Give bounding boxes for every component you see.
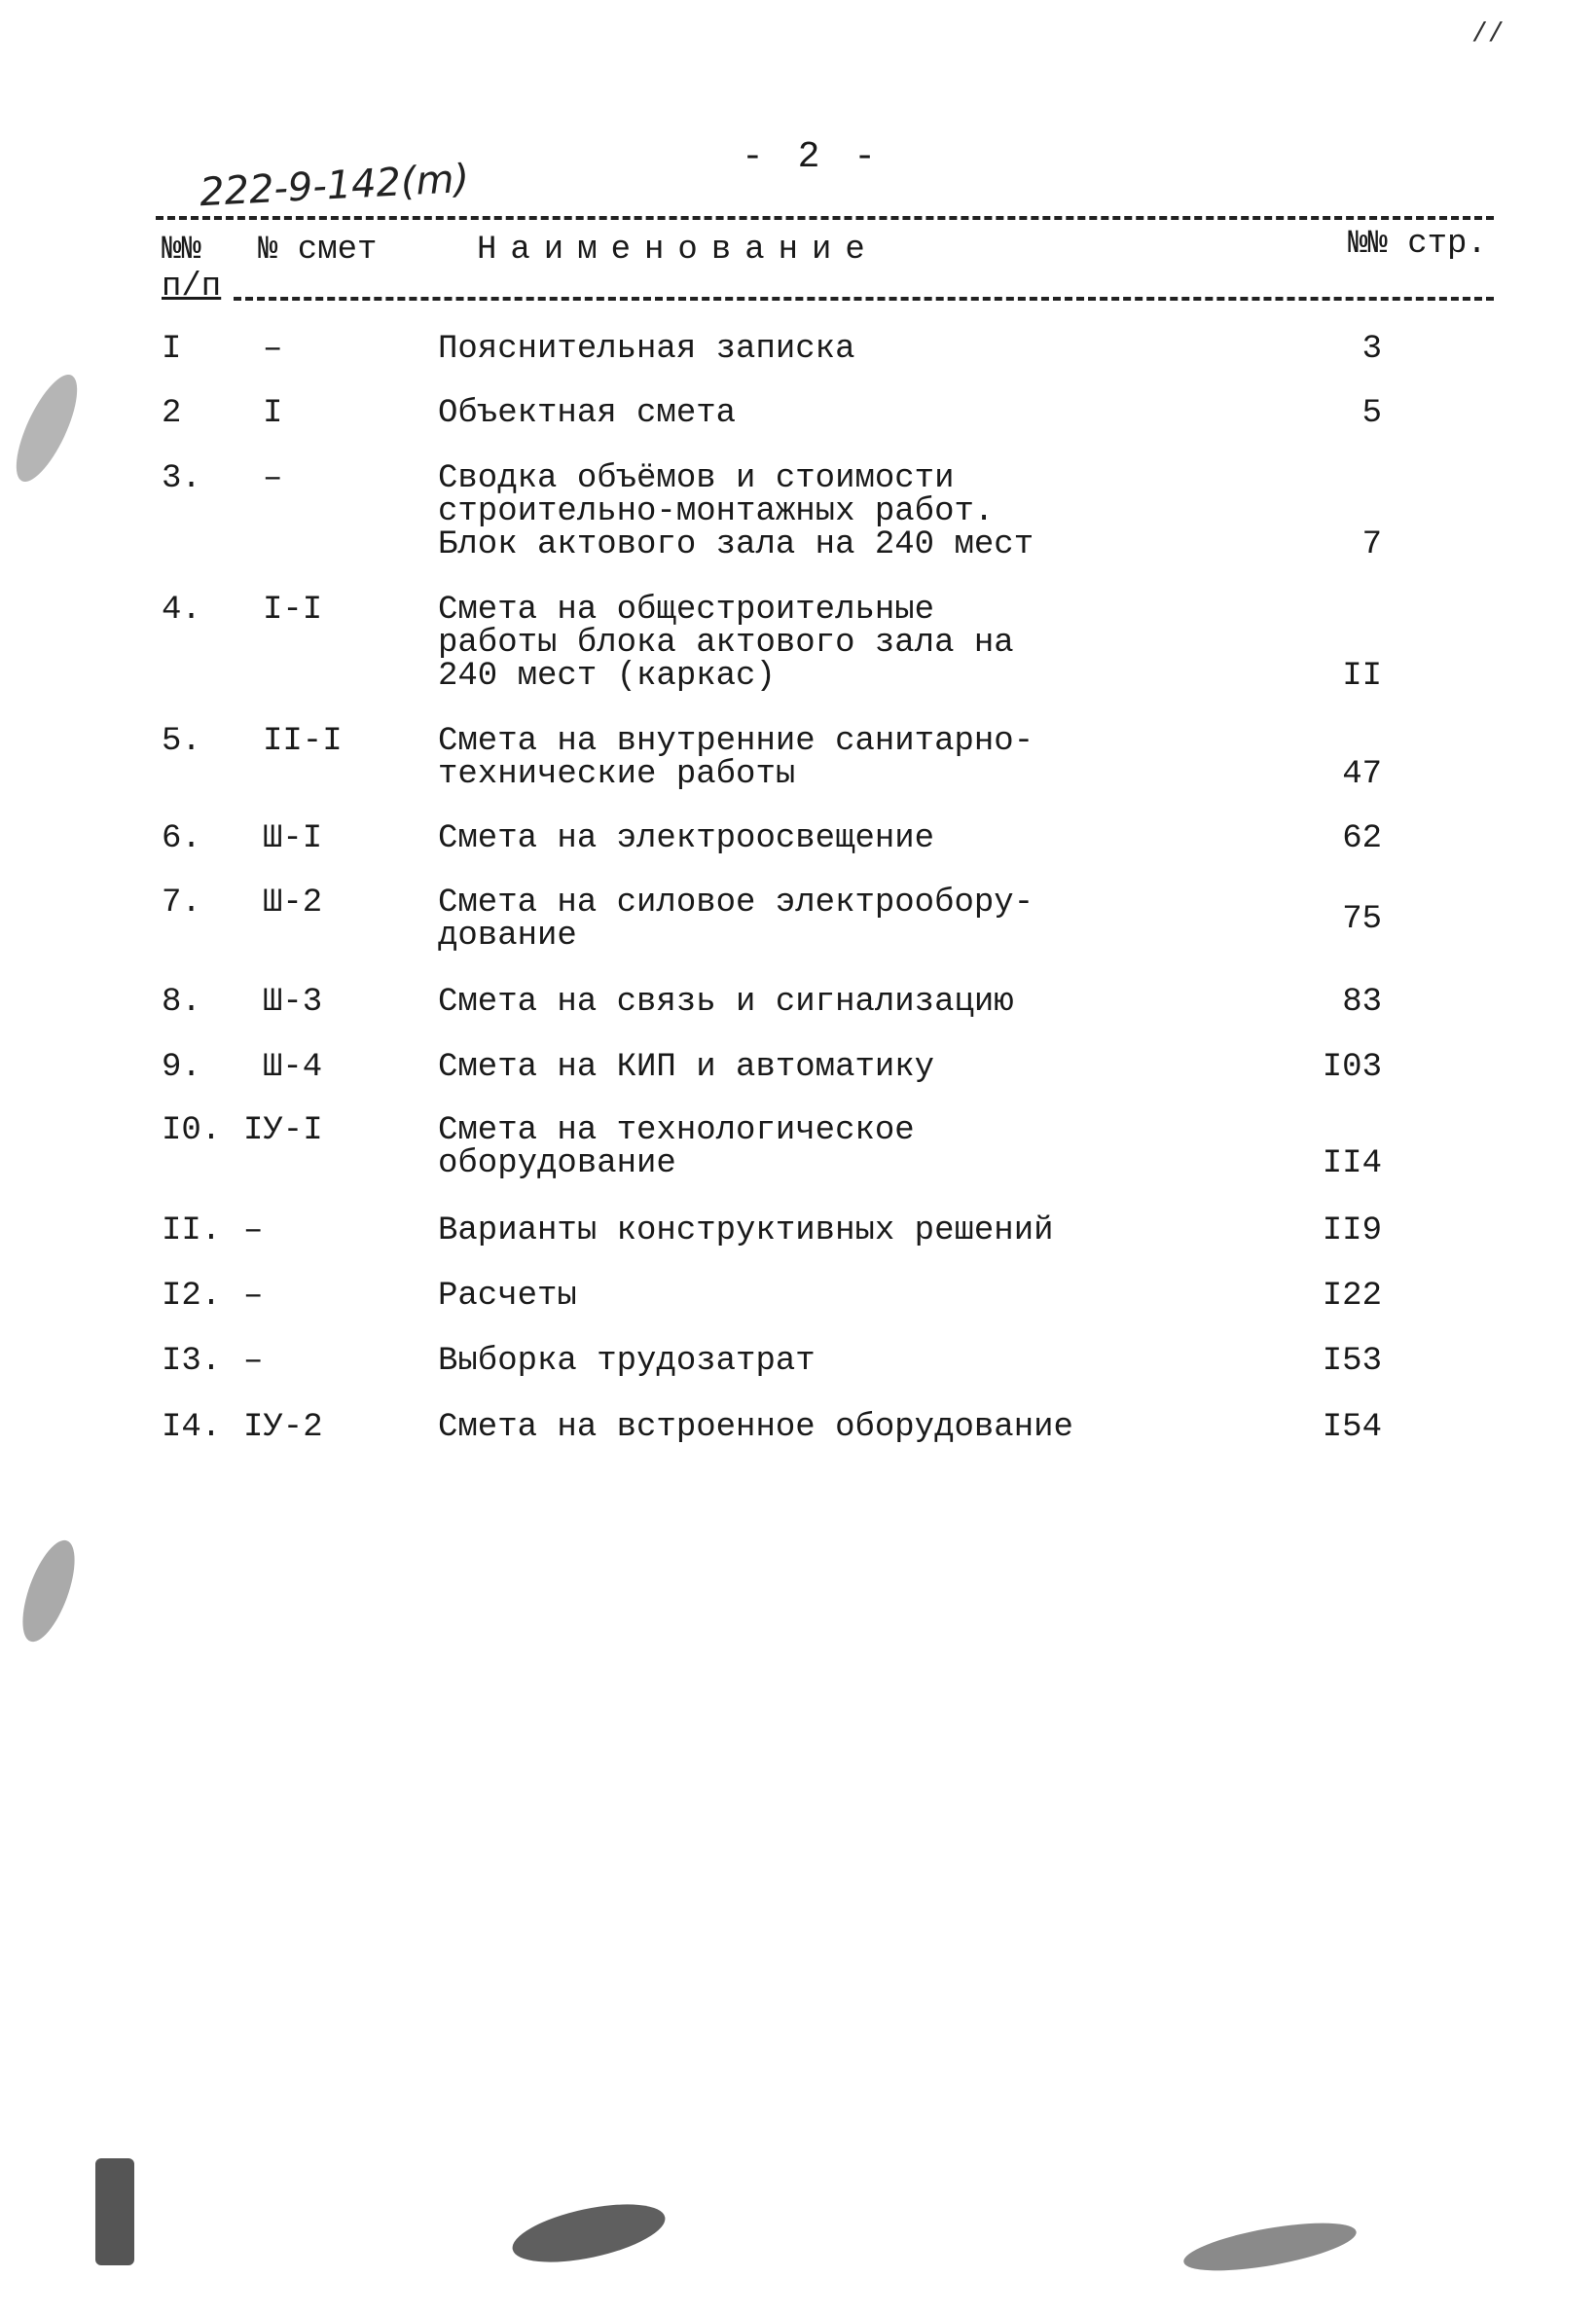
row-page: II4 [1322,1145,1382,1182]
table-header-rule [234,297,1494,301]
scan-smudge [12,1534,85,1647]
row-page: I03 [1322,1049,1382,1086]
row-name [438,886,1119,953]
row-page: I22 [1322,1278,1382,1315]
scan-smudge [1180,2214,1360,2281]
document-code: 222-9-142(m) [198,156,471,216]
row-name-line: Смета на встроенное оборудование [438,1409,1073,1446]
row-name-line: Выборка трудозатрат [438,1343,816,1380]
header-num-line2: п/п [162,269,222,306]
row-name [438,1051,1119,1084]
row-estimate: – [243,1343,264,1380]
row-estimate: – [243,1278,264,1315]
row-page: 83 [1342,984,1382,1021]
row-number: I3. [162,1343,222,1380]
row-name-line: дование [438,918,577,955]
row-name [438,1345,1119,1378]
row-name [438,333,1119,366]
row-name-line: оборудование [438,1145,676,1182]
row-name-line: работы блока актового зала на [438,625,1014,662]
row-number: I4. [162,1409,222,1446]
header-page: №№ стр. [1348,226,1487,263]
row-estimate: Ш-2 [263,885,323,922]
header-estimate: № смет [258,232,378,269]
row-estimate: – [263,460,283,497]
row-page: I54 [1322,1409,1382,1446]
row-page: 62 [1342,820,1382,857]
row-name [438,594,1119,693]
header-num-line1: №№ [162,232,201,269]
row-page: 47 [1342,756,1382,793]
row-estimate: II-I [263,723,343,760]
row-name-line: Смета на силовое электрообору- [438,885,1034,922]
row-estimate: – [263,331,283,368]
row-page: 75 [1342,901,1382,938]
row-estimate: IУ-2 [243,1409,323,1446]
row-name-line: Блок актового зала на 240 мест [438,526,1034,563]
row-name-line: Смета на КИП и автоматику [438,1049,935,1086]
row-name-line: Пояснительная записка [438,331,855,368]
row-number: 7. [162,885,201,922]
row-name-line: Варианты конструктивных решений [438,1212,1054,1249]
row-name-line: Смета на общестроительные [438,592,935,629]
row-number: 4. [162,592,201,629]
row-estimate: Ш-I [263,820,323,857]
row-name-line: Смета на технологическое [438,1112,915,1149]
row-number: 9. [162,1049,201,1086]
corner-mark: // [1471,19,1505,50]
row-page: 7 [1361,526,1382,563]
row-number: 2 [162,395,182,432]
row-number: 8. [162,984,201,1021]
row-estimate: – [243,1212,264,1249]
row-number: 3. [162,460,201,497]
row-name-line: Объектная смета [438,395,737,432]
row-name [438,462,1119,561]
row-estimate: Ш-4 [263,1049,323,1086]
row-name [438,822,1119,855]
scan-smudge [95,2158,134,2265]
row-name [438,1411,1119,1444]
row-page: I53 [1322,1343,1382,1380]
row-page: 3 [1361,331,1382,368]
row-number: I2. [162,1278,222,1315]
row-name-line: технические работы [438,756,796,793]
row-number: 6. [162,820,201,857]
row-estimate: Ш-3 [263,984,323,1021]
row-name-line: Смета на электроосвещение [438,820,935,857]
row-number: II. [162,1212,222,1249]
row-page: 5 [1361,395,1382,432]
row-name-line: Смета на связь и сигнализацию [438,984,1014,1021]
row-estimate: I [263,395,283,432]
page-number: - 2 - [742,136,883,178]
row-number: I0. [162,1112,222,1149]
header-name: Наименование [477,232,879,269]
row-name [438,725,1119,791]
row-name-line: Сводка объёмов и стоимости [438,460,955,497]
row-number: 5. [162,723,201,760]
row-page: II9 [1322,1212,1382,1249]
row-name [438,1280,1119,1313]
table-top-rule [156,216,1494,220]
row-name-line: Смета на внутренние санитарно- [438,723,1034,760]
row-name [438,1214,1119,1247]
row-name-line: Расчеты [438,1278,577,1315]
row-name [438,986,1119,1019]
row-page: II [1342,658,1382,695]
row-name [438,397,1119,430]
row-number: I [162,331,182,368]
row-name-line: 240 мест (каркас) [438,658,776,695]
row-name [438,1114,1119,1180]
row-estimate: I-I [263,592,323,629]
row-name-line: строительно-монтажных работ. [438,493,995,530]
scan-smudge [508,2193,671,2273]
row-estimate: IУ-I [243,1112,323,1149]
scan-smudge [5,367,90,489]
